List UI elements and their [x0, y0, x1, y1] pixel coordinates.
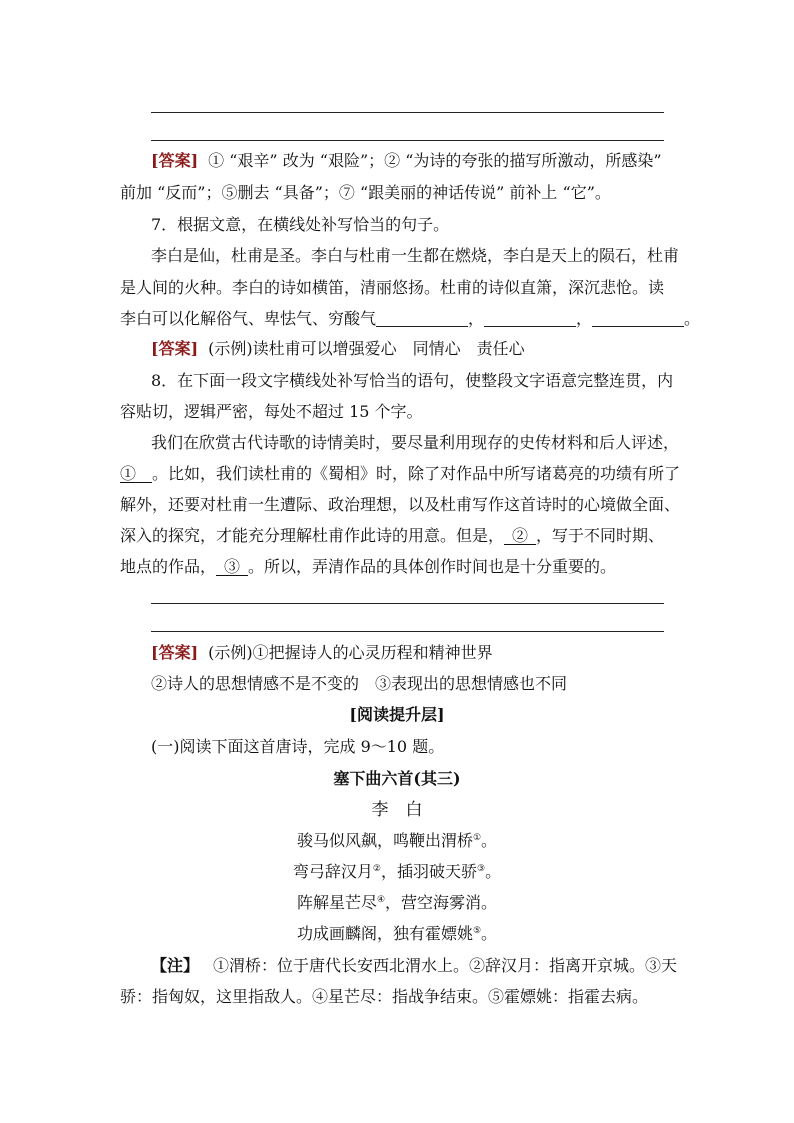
- fill-blank[interactable]: [592, 310, 684, 327]
- answer-line: [151, 112, 664, 113]
- q8-passage-line: 地点的作品， ③ 。所以，弄清作品的具体创作时间也是十分重要的。: [120, 557, 617, 576]
- q7-passage-line: 是人间的火种。李白的诗如横笛，清丽悠扬。杜甫的诗似直箫，深沉悲怆。读: [120, 278, 665, 297]
- blank-2: ②: [512, 526, 529, 545]
- poem-line: 功成画麟阁，独有霍嫖姚⑤。: [296, 924, 498, 943]
- q8-passage-line: 解外，还要对杜甫一生遭际、政治理想，以及杜甫写作这首诗时的心境做全面、: [120, 495, 681, 514]
- poem-notes: 骄：指匈奴，这里指敌人。④星芒尽：指战争结束。⑤霍嫖姚：指霍去病。: [120, 987, 649, 1006]
- poem-line: 弯弓辞汉月②，插羽破天骄③。: [292, 862, 502, 881]
- q8-answer: [答案] (示例)①把握诗人的心灵历程和精神世界: [151, 643, 493, 662]
- q7-passage-line: 李白是仙，杜甫是圣。李白与杜甫一生都在燃烧，李白是天上的陨石，杜甫: [151, 246, 680, 265]
- blank-1: ①: [120, 464, 137, 483]
- q8-passage-line: 深入的探究，才能充分理解杜甫作此诗的用意。但是， ② ，写于不同时期、: [120, 526, 665, 545]
- q8-answer: ②诗人的思想情感不是不变的 ③表现出的思想情感也不同: [151, 674, 568, 693]
- blank-3: ③: [224, 557, 241, 576]
- reading-intro: (一)阅读下面这首唐诗，完成 9～10 题。: [151, 737, 445, 756]
- q6-answer-line2: 前加 “反而”；⑤删去 “具备”；⑦ “跟美丽的神话传说” 前补上 “它”。: [120, 183, 611, 202]
- q8-prompt: 容贴切，逻辑严密，每处不超过 15 个字。: [120, 402, 423, 421]
- poem-author: 李 白: [371, 800, 423, 820]
- answer-line: [151, 140, 664, 141]
- fill-blank[interactable]: [484, 310, 576, 327]
- answer-tag: [答案]: [151, 339, 199, 358]
- q7-answer: [答案] (示例)读杜甫可以增强爱心 同情心 责任心: [151, 339, 525, 358]
- answer-tag: [答案]: [151, 151, 199, 170]
- q8-passage-line: 我们在欣赏古代诗歌的诗情美时，要尽量利用现存的史传材料和后人评述，: [151, 433, 680, 452]
- q6-answer-line1: [答案] ① “艰辛” 改为 “艰险”；② “为诗的夸张的描写所激动，所感染”: [151, 151, 662, 170]
- section-title: [阅读提升层]: [349, 705, 445, 724]
- q8-prompt: 8．在下面一段文字横线处补写恰当的语句，使整段文字语意完整连贯，内: [151, 371, 674, 390]
- poem-notes: 【注】 ①渭桥：位于唐代长安西北渭水上。②辞汉月：指离开京城。③天: [151, 956, 678, 975]
- q8-passage-line: ① 。比如，我们读杜甫的《蜀相》时，除了对作品中所写诸葛亮的功绩有所了: [120, 464, 681, 483]
- poem-title: 塞下曲六首(其三): [333, 769, 461, 788]
- answer-line: [151, 603, 664, 604]
- q7-passage-line: 李白可以化解俗气、卑怯气、穷酸气 ， ， 。: [120, 309, 701, 328]
- q7-prompt: 7．根据文意，在横线处补写恰当的句子。: [151, 215, 450, 234]
- answer-tag: [答案]: [151, 643, 199, 662]
- poem-line: 骏马似风飙，鸣鞭出渭桥①。: [296, 831, 498, 850]
- fill-blank[interactable]: [376, 310, 468, 327]
- answer-line: [151, 631, 664, 632]
- poem-line: 阵解星芒尽④，营空海雾消。: [296, 893, 498, 912]
